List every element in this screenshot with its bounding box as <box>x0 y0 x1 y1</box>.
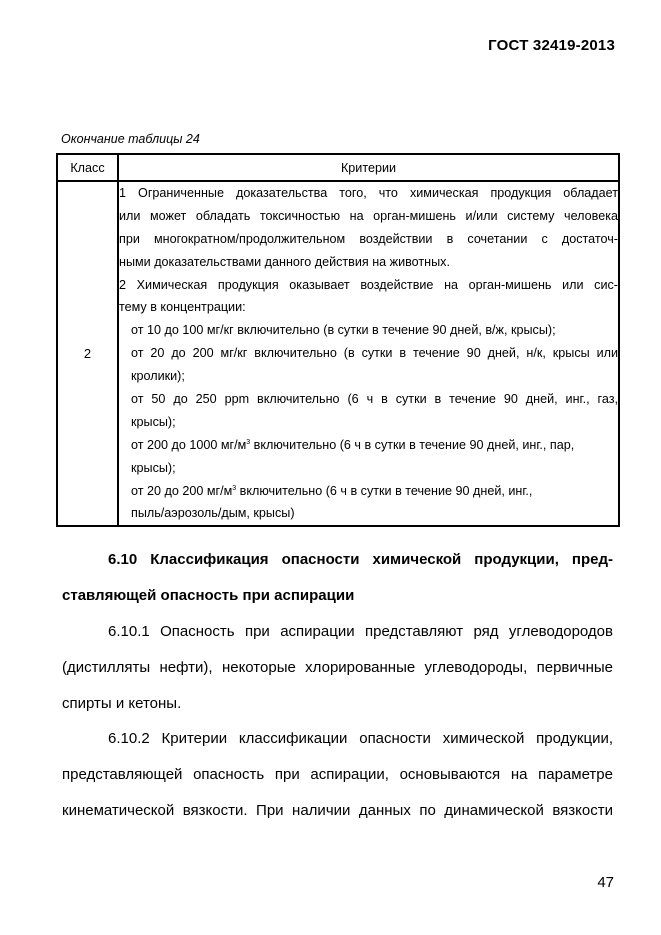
criteria-line: тему в концентрации: <box>119 300 246 315</box>
criteria-line <box>119 434 618 457</box>
criteria-line: крысы); <box>131 460 176 475</box>
criteria-line: 1 Ограниченные доказательства того, что химическая продукция обладает <box>119 186 618 200</box>
criteria-line: от 10 до 100 мг/кг включительно (в сутки в течение 90 дней, в/ж, крысы); <box>131 323 556 338</box>
heading-line: 6.10 Классификация опасности химической продукции, пред- <box>108 551 613 568</box>
criteria-line: от 50 до 250 ppm включительно (6 ч в сутки в течение 90 дней, инг., газ, <box>131 392 618 407</box>
paragraph-line: (дистилляты нефти), некоторые хлорированные углеводороды, первичные <box>62 659 613 676</box>
criteria-text: включительно (6 ч в сутки в течение 90 дней, инг., пар, <box>250 437 575 452</box>
paragraph-6-10-1 <box>62 614 613 722</box>
table-row <box>57 181 619 526</box>
column-header-class: Класс <box>57 154 118 181</box>
paragraph-line: спирты и кетоны. <box>62 695 182 712</box>
table-caption: Окончание таблицы 24 <box>61 132 200 146</box>
criteria-line: или может обладать токсичностью на орган-мишень и/или систему человека <box>119 208 618 223</box>
criteria-line: 2 Химическая продукция оказывает воздействие на орган-мишень или сис- <box>119 277 618 292</box>
document-standard-number: ГОСТ 32419-2013 <box>488 37 615 54</box>
superscript: 3 <box>246 438 251 446</box>
column-header-criteria: Критерии <box>118 154 619 181</box>
superscript: 3 <box>232 484 237 492</box>
criteria-text: от 20 до 200 мг/м <box>131 483 233 498</box>
criteria-text: от 200 до 1000 мг/м <box>131 437 247 452</box>
table-header-row <box>57 154 619 181</box>
heading-line: ставляющей опасность при аспирации <box>62 587 355 604</box>
criteria-line: пыль/аэрозоль/дым, крысы) <box>131 506 295 521</box>
paragraph-6-10-2 <box>62 721 613 829</box>
criteria-line: от 20 до 200 мг/кг включительно (в сутки в течение 90 дней, н/к, крысы или <box>131 346 618 361</box>
criteria-line: крысы); <box>131 414 176 429</box>
criteria-line: кролики); <box>131 369 185 384</box>
paragraph-line: 6.10.2 Критерии классификации опасности химической продукции, <box>108 730 613 747</box>
criteria-line: ными доказательствами данного действия на животных. <box>119 254 450 269</box>
page-number: 47 <box>597 874 614 891</box>
section-heading <box>62 542 613 614</box>
criteria-text: включительно (6 ч в сутки в течение 90 дней, инг., <box>236 483 533 498</box>
criteria-table <box>56 153 620 527</box>
criteria-cell <box>118 181 619 526</box>
paragraph-line: 6.10.1 Опасность при аспирации представляют ряд углеводородов <box>108 623 613 640</box>
paragraph-line: кинематической вязкости. При наличии данных по динамической вязкости <box>62 802 613 819</box>
hazard-class-value: 2 <box>57 181 118 526</box>
criteria-line <box>119 480 618 503</box>
criteria-line: при многократном/продолжительном воздействии в сочетании с достаточ- <box>119 231 618 246</box>
paragraph-line: представляющей опасность при аспирации, основываются на параметре <box>62 766 613 783</box>
